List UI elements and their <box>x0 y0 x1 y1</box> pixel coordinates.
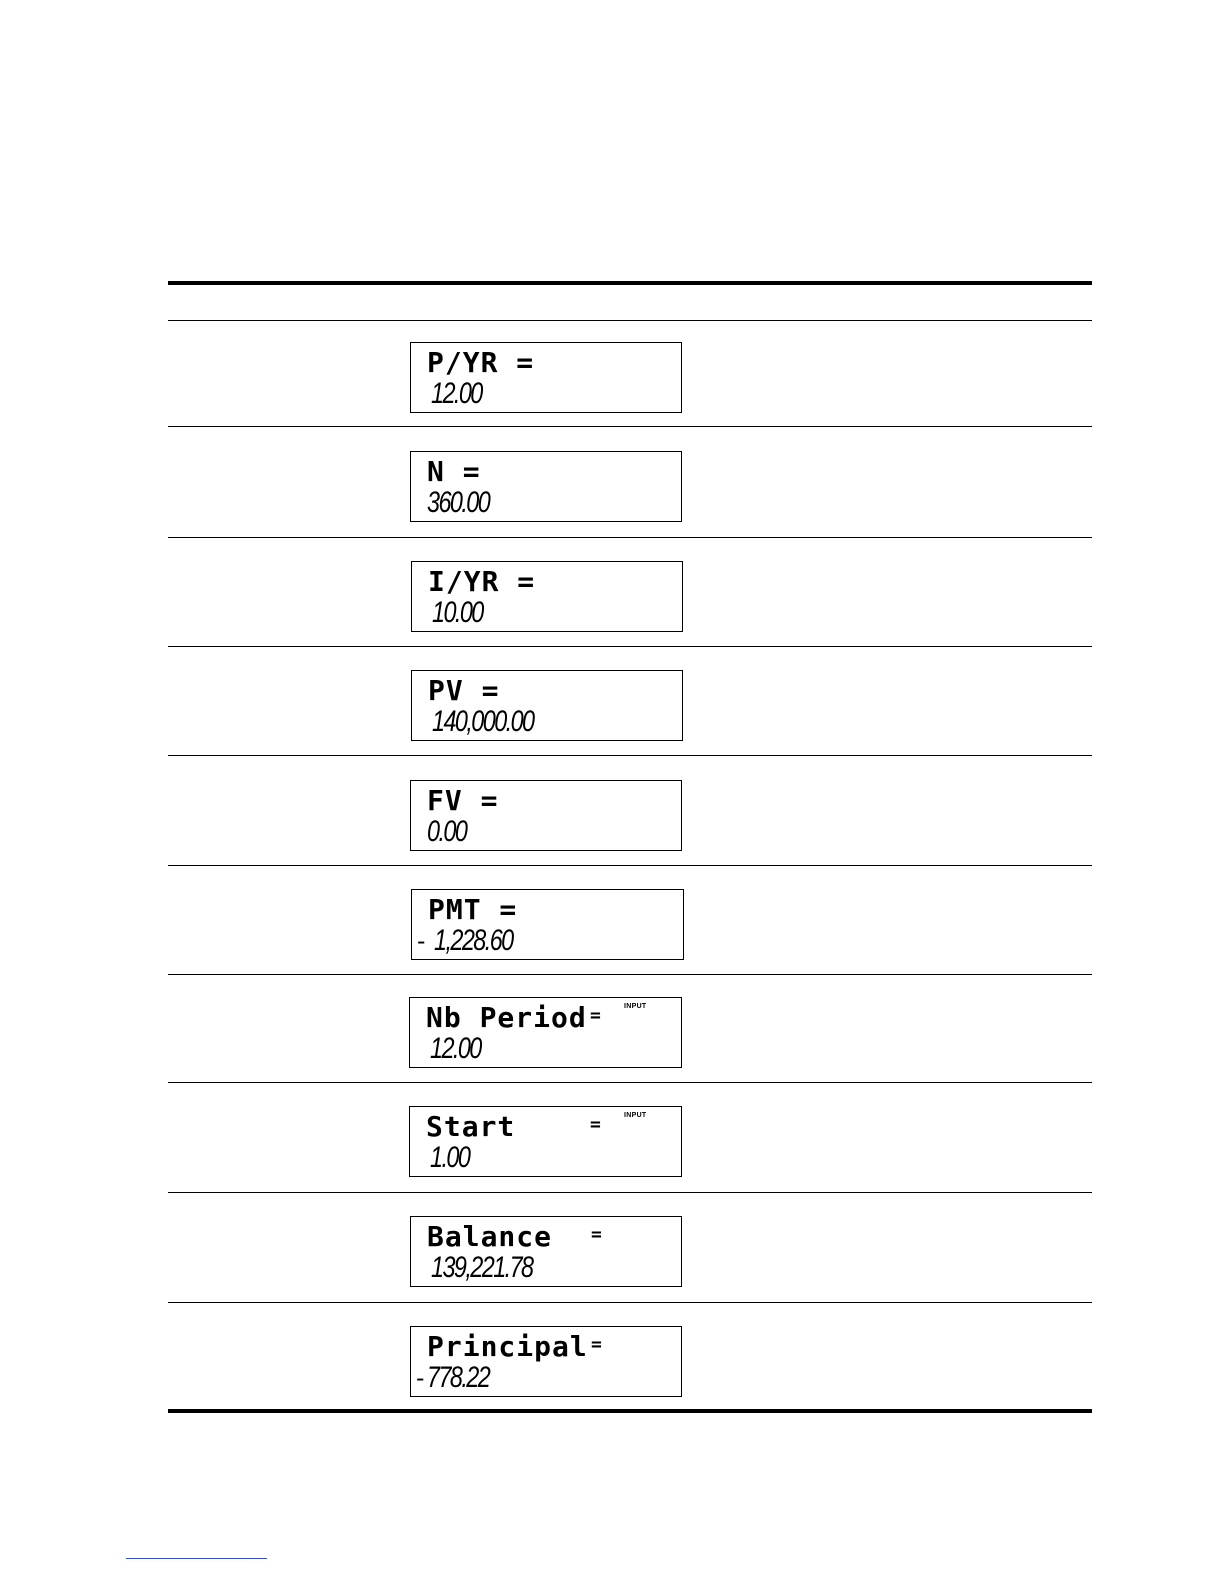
display-label: N = <box>427 455 481 488</box>
display-value: 1,228.60 <box>434 924 513 957</box>
display-value: 12.00 <box>431 377 482 410</box>
display-label: P/YR = <box>427 346 535 379</box>
calculator-display <box>411 889 684 960</box>
display-label: PMT = <box>428 893 518 926</box>
calculator-display <box>410 1216 682 1287</box>
display-value: 10.00 <box>432 596 483 629</box>
display-label: Start <box>426 1110 516 1143</box>
calculator-display <box>410 780 682 851</box>
table-row <box>168 1303 1092 1409</box>
display-value: 12.00 <box>430 1032 481 1065</box>
footnote-rule <box>126 1558 267 1559</box>
calculator-display <box>411 670 683 741</box>
display-label: FV = <box>427 784 499 817</box>
display-label: Nb Period <box>426 1001 587 1034</box>
table-row <box>168 427 1092 537</box>
display-value: 139,221.78 <box>431 1251 533 1284</box>
display-value: 360.00 <box>427 486 490 519</box>
display-value: 1.00 <box>430 1141 470 1174</box>
table-row <box>168 866 1092 974</box>
calculator-display <box>410 451 682 522</box>
display-equals: = <box>590 1005 601 1026</box>
table-bottom-rule <box>168 1409 1092 1413</box>
display-label: I/YR = <box>428 565 536 598</box>
display-sign: - <box>413 1364 428 1392</box>
table-top-rule <box>168 281 1092 285</box>
calculator-display <box>410 1326 682 1397</box>
display-equals: = <box>591 1334 602 1355</box>
table-row <box>168 321 1092 426</box>
table-row <box>168 647 1092 755</box>
table-row <box>168 538 1092 646</box>
display-value: 140,000.00 <box>432 705 534 738</box>
calculator-display <box>409 1106 682 1177</box>
input-annunciator: INPUT <box>624 1003 647 1010</box>
calculator-display <box>409 997 682 1068</box>
calculator-display <box>410 342 682 413</box>
display-label: PV = <box>428 674 500 707</box>
display-label: Balance <box>427 1220 553 1253</box>
input-annunciator: INPUT <box>624 1112 647 1119</box>
table-row <box>168 1083 1092 1192</box>
table-row <box>168 1193 1092 1302</box>
table-row <box>168 975 1092 1082</box>
display-value: 0.00 <box>427 815 467 848</box>
display-value: 778.22 <box>427 1361 490 1394</box>
display-equals: = <box>591 1224 602 1245</box>
display-equals: = <box>590 1114 601 1135</box>
table-row <box>168 756 1092 865</box>
display-sign: - <box>414 927 429 955</box>
calculator-display <box>411 561 683 632</box>
display-label: Principal <box>427 1330 588 1363</box>
